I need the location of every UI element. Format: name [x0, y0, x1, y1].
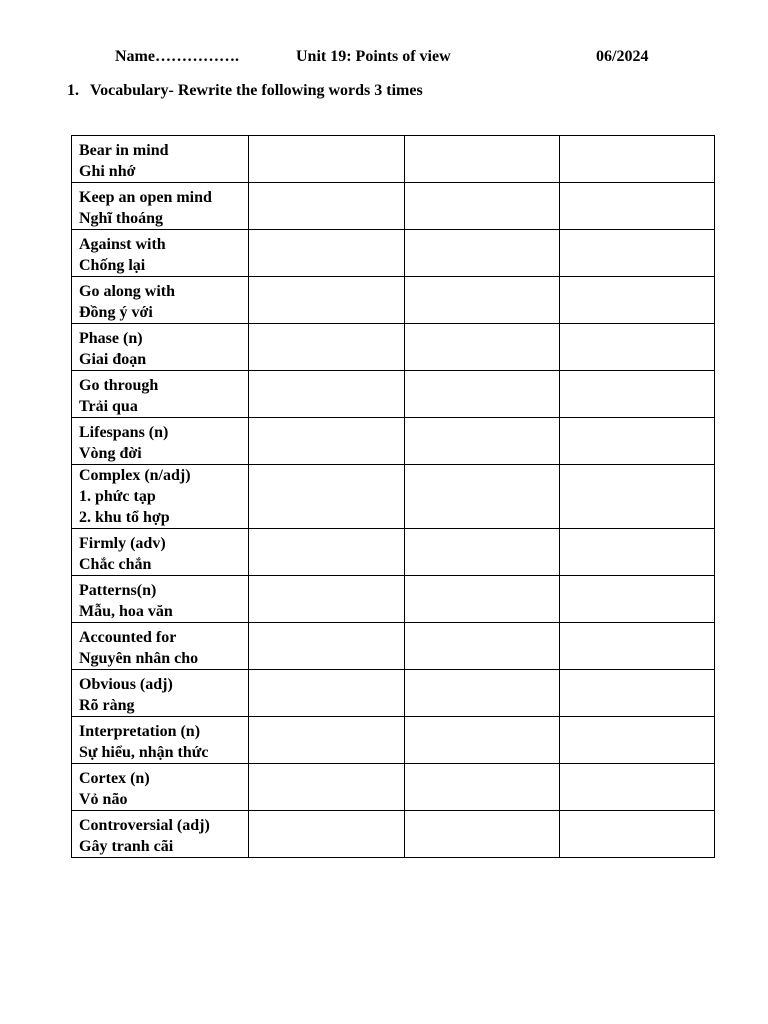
vocabulary-meaning: Sự hiểu, nhận thức [79, 744, 209, 761]
vocabulary-term: Lifespans (n) [79, 424, 169, 441]
vocabulary-row [72, 764, 715, 811]
rewrite-blank-cell[interactable] [560, 136, 715, 183]
vocabulary-word-cell [72, 324, 249, 371]
vocabulary-word-cell [72, 670, 249, 717]
vocabulary-word-cell [72, 136, 249, 183]
rewrite-blank-cell[interactable] [249, 371, 405, 418]
vocabulary-word-cell [72, 465, 249, 529]
rewrite-blank-cell[interactable] [249, 811, 405, 858]
rewrite-blank-cell[interactable] [405, 670, 560, 717]
vocabulary-row [72, 277, 715, 324]
rewrite-blank-cell[interactable] [249, 136, 405, 183]
rewrite-blank-cell[interactable] [405, 465, 560, 529]
section-number: 1. [67, 82, 79, 99]
vocabulary-meaning: Trải qua [79, 398, 138, 415]
vocabulary-word-cell [72, 277, 249, 324]
rewrite-blank-cell[interactable] [405, 136, 560, 183]
unit-title: Unit 19: Points of view [296, 48, 451, 65]
vocabulary-word-cell [72, 811, 249, 858]
vocabulary-term: Bear in mind [79, 142, 169, 159]
vocabulary-word-cell [72, 717, 249, 764]
vocabulary-row [72, 811, 715, 858]
vocabulary-meaning: Chắc chắn [79, 556, 152, 573]
vocabulary-meaning: Giai đoạn [79, 351, 147, 368]
vocabulary-term: Go along with [79, 283, 176, 300]
rewrite-blank-cell[interactable] [560, 811, 715, 858]
vocabulary-meaning: Vỏ não [79, 791, 128, 808]
vocabulary-term: Accounted for [79, 629, 177, 646]
rewrite-blank-cell[interactable] [560, 623, 715, 670]
vocabulary-term: Patterns(n) [79, 582, 157, 599]
vocabulary-word-cell [72, 371, 249, 418]
section-instruction [67, 81, 423, 101]
vocabulary-meaning: Nghĩ thoáng [79, 210, 164, 227]
rewrite-blank-cell[interactable] [560, 717, 715, 764]
vocabulary-term: Obvious (adj) [79, 676, 173, 693]
vocabulary-term: Controversial (adj) [79, 817, 210, 834]
vocabulary-term: Cortex (n) [79, 770, 150, 787]
vocabulary-row [72, 418, 715, 465]
rewrite-blank-cell[interactable] [405, 576, 560, 623]
vocabulary-row [72, 371, 715, 418]
rewrite-blank-cell[interactable] [249, 576, 405, 623]
name-field-label: Name……………. [115, 48, 239, 65]
rewrite-blank-cell[interactable] [560, 418, 715, 465]
vocabulary-meaning: Mẫu, hoa văn [79, 603, 173, 620]
vocabulary-term: Phase (n) [79, 330, 143, 347]
vocabulary-table-body [72, 136, 715, 858]
vocabulary-table [71, 135, 715, 858]
rewrite-blank-cell[interactable] [560, 230, 715, 277]
vocabulary-word-cell [72, 764, 249, 811]
vocabulary-row [72, 230, 715, 277]
vocabulary-term: Firmly (adv) [79, 535, 166, 552]
vocabulary-meaning: Gây tranh cãi [79, 838, 174, 855]
vocabulary-word-cell [72, 230, 249, 277]
vocabulary-word-cell [72, 183, 249, 230]
vocabulary-word-cell [72, 623, 249, 670]
rewrite-blank-cell[interactable] [405, 764, 560, 811]
rewrite-blank-cell[interactable] [560, 670, 715, 717]
vocabulary-meaning: 2. khu tổ hợp [79, 509, 170, 526]
rewrite-blank-cell[interactable] [405, 371, 560, 418]
rewrite-blank-cell[interactable] [249, 717, 405, 764]
rewrite-blank-cell[interactable] [560, 371, 715, 418]
vocabulary-term: Keep an open mind [79, 189, 212, 206]
vocabulary-meaning: Chống lại [79, 257, 146, 274]
vocabulary-row [72, 183, 715, 230]
rewrite-blank-cell[interactable] [249, 465, 405, 529]
vocabulary-term: Complex (n/adj) [79, 467, 191, 484]
rewrite-blank-cell[interactable] [405, 418, 560, 465]
rewrite-blank-cell[interactable] [249, 764, 405, 811]
rewrite-blank-cell[interactable] [405, 623, 560, 670]
rewrite-blank-cell[interactable] [405, 717, 560, 764]
vocabulary-row [72, 324, 715, 371]
rewrite-blank-cell[interactable] [405, 529, 560, 576]
rewrite-blank-cell[interactable] [560, 465, 715, 529]
vocabulary-term: Against with [79, 236, 166, 253]
vocabulary-term: Interpretation (n) [79, 723, 201, 740]
vocabulary-meaning: Vòng đời [79, 445, 142, 462]
vocabulary-row [72, 136, 715, 183]
rewrite-blank-cell[interactable] [405, 277, 560, 324]
vocabulary-row [72, 576, 715, 623]
vocabulary-term: Go through [79, 377, 159, 394]
vocabulary-meaning: 1. phức tạp [79, 488, 156, 505]
vocabulary-meaning: Ghi nhớ [79, 163, 136, 180]
rewrite-blank-cell[interactable] [560, 764, 715, 811]
vocabulary-word-cell [72, 529, 249, 576]
vocabulary-row [72, 529, 715, 576]
rewrite-blank-cell[interactable] [249, 623, 405, 670]
rewrite-blank-cell[interactable] [249, 183, 405, 230]
rewrite-blank-cell[interactable] [560, 576, 715, 623]
rewrite-blank-cell[interactable] [405, 811, 560, 858]
rewrite-blank-cell[interactable] [249, 277, 405, 324]
worksheet-date: 06/2024 [596, 48, 649, 65]
vocabulary-row [72, 465, 715, 529]
vocabulary-meaning: Nguyên nhân cho [79, 650, 199, 667]
vocabulary-row [72, 623, 715, 670]
section-instruction-text: Vocabulary- Rewrite the following words 3 times [90, 82, 423, 99]
rewrite-blank-cell[interactable] [560, 277, 715, 324]
rewrite-blank-cell[interactable] [249, 529, 405, 576]
rewrite-blank-cell[interactable] [560, 529, 715, 576]
vocabulary-row [72, 670, 715, 717]
vocabulary-meaning: Rõ ràng [79, 697, 135, 714]
rewrite-blank-cell[interactable] [405, 230, 560, 277]
rewrite-blank-cell[interactable] [249, 670, 405, 717]
rewrite-blank-cell[interactable] [405, 183, 560, 230]
vocabulary-word-cell [72, 418, 249, 465]
vocabulary-word-cell [72, 576, 249, 623]
rewrite-blank-cell[interactable] [560, 324, 715, 371]
rewrite-blank-cell[interactable] [249, 324, 405, 371]
vocabulary-row [72, 717, 715, 764]
rewrite-blank-cell[interactable] [249, 230, 405, 277]
vocabulary-meaning: Đồng ý với [79, 304, 153, 321]
rewrite-blank-cell[interactable] [249, 418, 405, 465]
rewrite-blank-cell[interactable] [560, 183, 715, 230]
rewrite-blank-cell[interactable] [405, 324, 560, 371]
